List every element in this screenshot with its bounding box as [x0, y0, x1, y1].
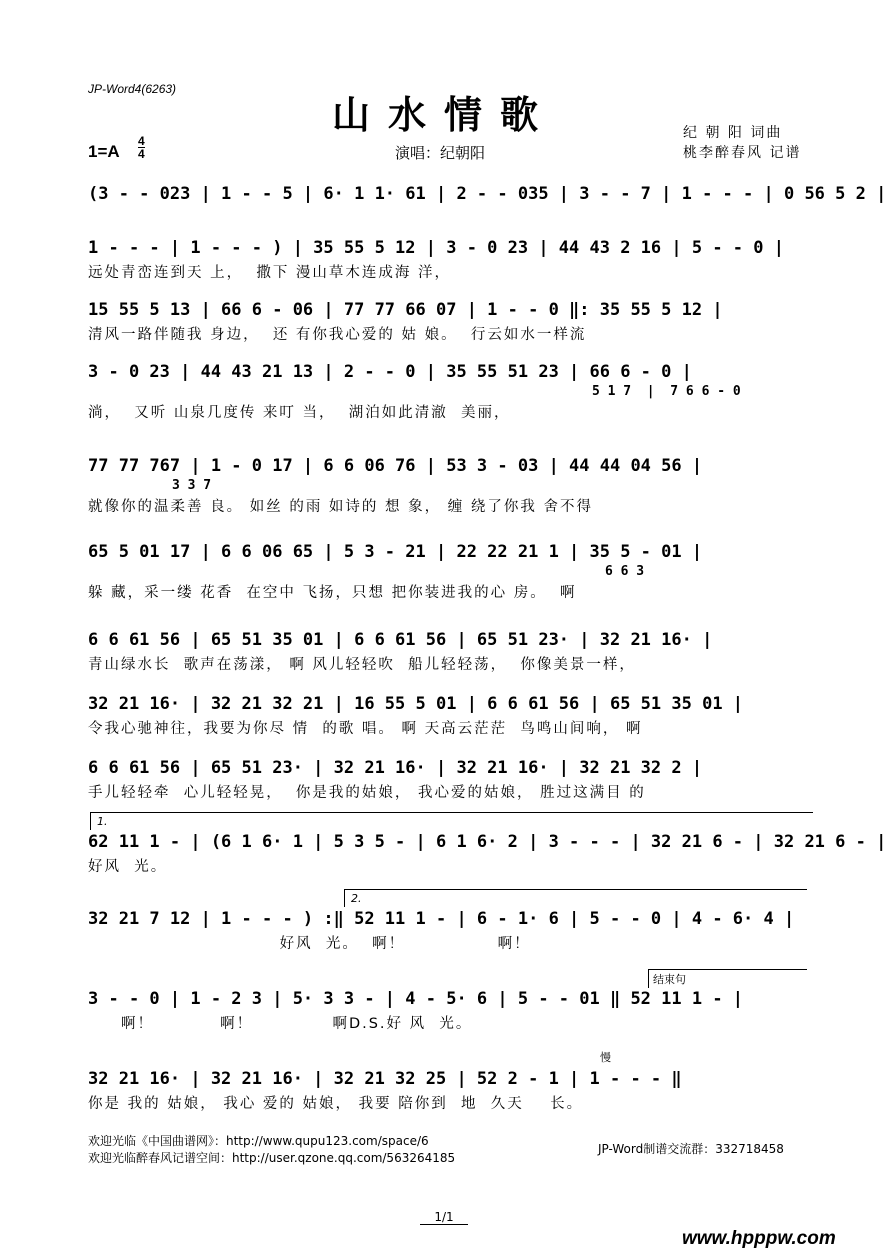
lyrics-line: 好风 光。 啊！ 啊！: [88, 936, 531, 952]
page-number: [0, 1210, 888, 1224]
lyrics-line: [88, 208, 808, 230]
lyrics-line: 啊！ 啊！ 啊D.S.好 风 光。: [88, 1016, 473, 1032]
software-label: JP-Word4(6263): [88, 82, 177, 96]
qq-group-info: JP-Word制谱交流群：332718458: [598, 1142, 784, 1156]
lyrics-line: 手儿轻轻牵 心儿轻轻晃， 你是我的姑娘， 我心爱的姑娘， 胜过这满目 的: [88, 785, 646, 801]
singer-credit: 演唱：纪朝阳: [395, 144, 486, 162]
song-title: 山水情歌: [331, 92, 556, 137]
notation-line: 3 - - 0 | 1 - 2 3 | 5· 3 3 - | 4 - 5· 6 | 5 - - 01 ‖ 52 11 1 - |: [88, 989, 744, 1009]
footer-link-1[interactable]: 欢迎光临《中国曲谱网》：http://www.qupu123.com/space/6: [88, 1134, 429, 1148]
notation-line: 3 - 0 23 | 44 43 21 13 | 2 - - 0 | 35 55 51 23 | 66 6 - 0 |: [88, 362, 692, 382]
notation-line: 15 55 5 13 | 66 6 - 06 | 77 77 66 07 | 1 - - 0 ‖: 35 55 5 12 |: [88, 300, 723, 320]
footer-link-2[interactable]: 欢迎光临醉春风记谱空间：http://user.qzone.qq.com/563264185: [88, 1151, 456, 1165]
lyricist-composer-credit: 纪 朝 阳 词曲: [683, 125, 783, 141]
alternate-notes: 3 3 7: [172, 478, 212, 493]
lyrics-line: 令我心驰神往，我要为你尽 情 的歌 唱。 啊 天高云茫茫 鸟鸣山间响， 啊: [88, 721, 643, 737]
time-signature-top: 4: [138, 134, 145, 148]
alternate-notes: 5 1 7 | 7 6 6 - 0: [592, 384, 741, 399]
key-signature: 1=A: [88, 142, 120, 161]
notation-line: 77 77 767 | 1 - 0 17 | 6 6 06 76 | 53 3 - 03 | 44 44 04 56 |: [88, 456, 703, 476]
lyrics-line: 清风一路伴随我 身边， 还 有你我心爱的 姑 娘。 行云如水一样流: [88, 327, 587, 343]
lyrics-line: 就像你的温柔善 良。 如丝 的雨 如诗的 想 象， 缠 绕了你我 舍不得: [88, 499, 593, 515]
time-signature: [138, 135, 145, 160]
notation-line: 62 11 1 - | (6 1 6· 1 | 5 3 5 - | 6 1 6· 2 | 3 - - - | 32 21 6 - | 32 21 6 - |: [88, 832, 887, 852]
notation-line: 32 21 7 12 | 1 - - - ) :‖ 52 11 1 - | 6 - 1· 6 | 5 - - 0 | 4 - 6· 4 |: [88, 909, 795, 929]
tempo-mark: 慢: [600, 1051, 611, 1064]
volta-bracket: 2.: [344, 889, 807, 907]
notation-line: 32 21 16· | 32 21 16· | 32 21 32 25 | 52 2 - 1 | 1 - - - ‖: [88, 1069, 682, 1089]
page-number-text: 1/1: [420, 1210, 467, 1225]
time-signature-bottom: 4: [138, 147, 145, 161]
notation-line: 1 - - - | 1 - - - ) | 35 55 5 12 | 3 - 0 23 | 44 43 2 16 | 5 - - 0 |: [88, 238, 784, 258]
lyrics-line: 淌， 又听 山泉几度传 来叮 当， 湖泊如此清澈 美丽，: [88, 405, 511, 421]
notation-line: 65 5 01 17 | 6 6 06 65 | 5 3 - 21 | 22 22 21 1 | 35 5 - 01 |: [88, 542, 703, 562]
alternate-notes: 6 6 3: [605, 564, 645, 579]
watermark: www.hpppw.com: [682, 1228, 836, 1249]
notation-line: 6 6 61 56 | 65 51 35 01 | 6 6 61 56 | 65 51 23· | 32 21 16· |: [88, 630, 713, 650]
lyrics-line: 远处青峦连到天 上， 撒下 漫山草木连成海 洋，: [88, 265, 452, 281]
notation-line: 32 21 16· | 32 21 32 21 | 16 55 5 01 | 6 6 61 56 | 65 51 35 01 |: [88, 694, 744, 714]
lyrics-line: 你是 我的 姑娘， 我心 爱的 姑娘， 我要 陪你到 地 久天 长。: [88, 1096, 584, 1112]
lyrics-line: 好风 光。: [88, 859, 168, 875]
ending-label: 结束句: [648, 969, 807, 988]
lyrics-line: 青山绿水长 歌声在荡漾， 啊 风儿轻轻吹 船儿轻轻荡， 你像美景一样，: [88, 657, 636, 673]
lyrics-line: 躲 藏，采一缕 花香 在空中 飞扬，只想 把你装进我的心 房。 啊: [88, 585, 577, 601]
transcriber-credit: 桃李醉春风 记谱: [683, 145, 802, 161]
notation-line: 6 6 61 56 | 65 51 23· | 32 21 16· | 32 21 16· | 32 21 32 2 |: [88, 758, 703, 778]
volta-bracket: 1.: [90, 812, 813, 830]
notation-line: (3 - - 023 | 1 - - 5 | 6· 1 1· 61 | 2 - - 035 | 3 - - 7 | 1 - - - | 0 56 5 2 |: [88, 184, 887, 204]
